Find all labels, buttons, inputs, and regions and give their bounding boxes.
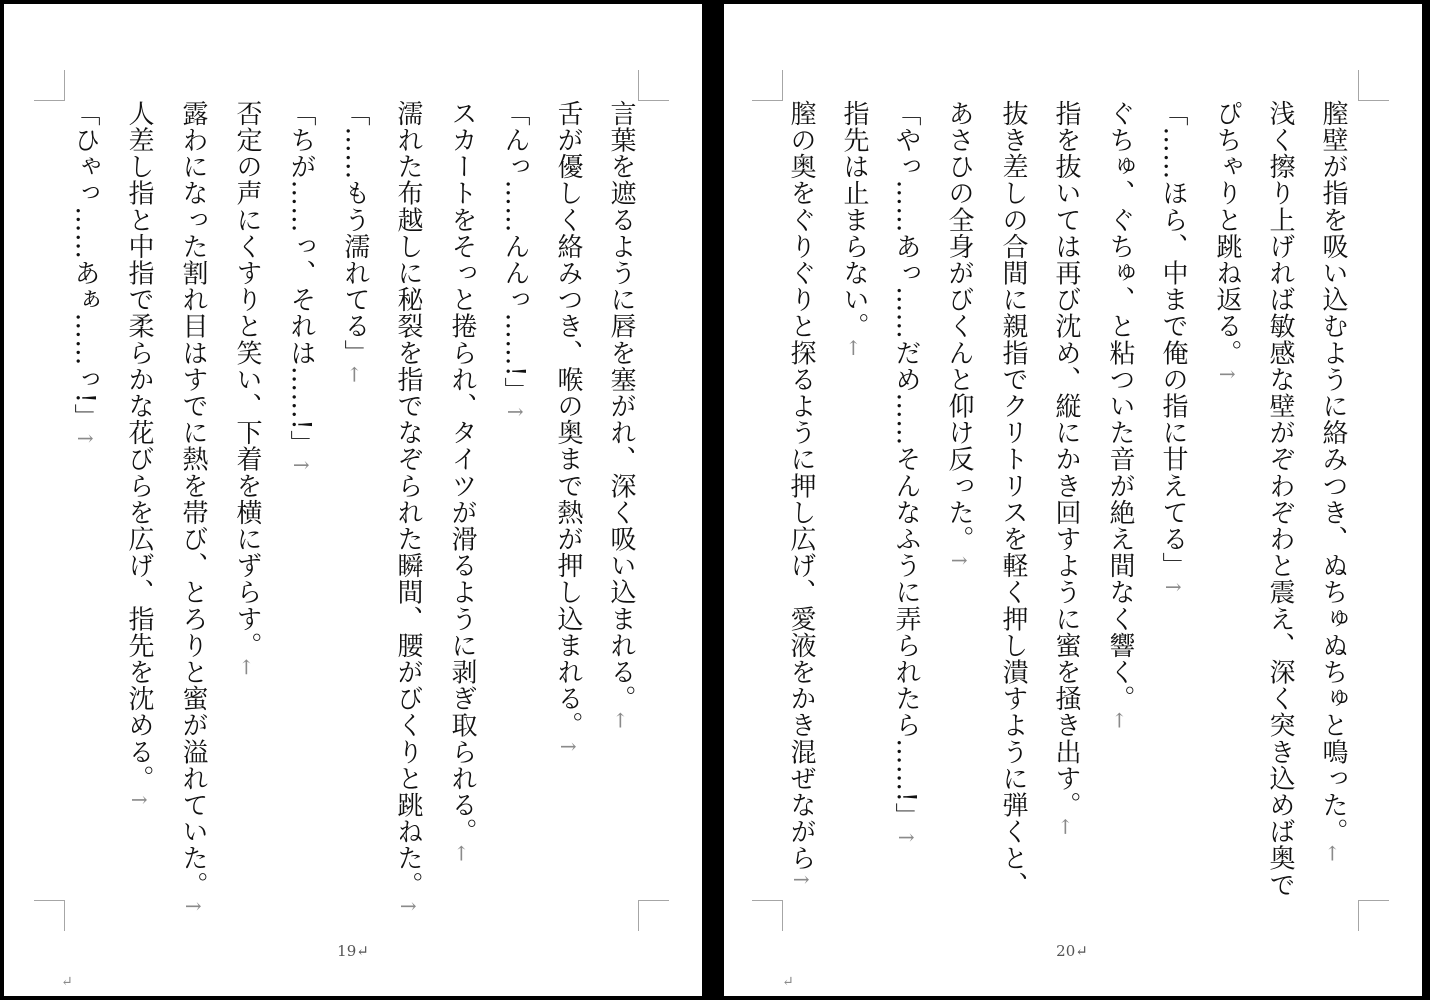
paragraph-mark-icon: ← bbox=[1108, 711, 1132, 730]
margin-corner-top-left bbox=[34, 70, 65, 101]
text-line[interactable]: 濡れた布越しに秘裂を指でなぞられた瞬間、腰がびくりと跳ねた。↑ bbox=[393, 100, 423, 916]
text-line[interactable]: ぐちゅ、ぐちゅ、と粘ついた音が絶え間なく響く。← bbox=[1105, 100, 1135, 730]
text-line[interactable]: 指先は止まらない。← bbox=[839, 100, 869, 357]
end-mark-icon: ↵ bbox=[61, 974, 73, 990]
paragraph-mark-icon: ← bbox=[609, 711, 633, 730]
paragraph-mark-icon: ↑ bbox=[181, 898, 205, 916]
paragraph-mark-icon: ← bbox=[235, 658, 259, 676]
paragraph-mark-icon: ↑ bbox=[127, 791, 151, 809]
paragraph-mark-icon: ↑ bbox=[947, 552, 971, 570]
page-number: 20↵ bbox=[1056, 942, 1088, 960]
text-line[interactable]: 「……ほら、中まで俺の指に甘えてる」↑ bbox=[1158, 100, 1188, 597]
document-page-19 bbox=[4, 4, 702, 996]
text-line[interactable]: 人差し指と中指で柔らかな花びらを広げ、指先を沈める。↑ bbox=[124, 100, 154, 809]
margin-corner-top-left bbox=[752, 70, 783, 101]
text-line[interactable]: 膣壁が指を吸い込むように絡みつき、ぬちゅぬちゅと鳴った。← bbox=[1318, 100, 1348, 863]
paragraph-mark-icon: ← bbox=[1321, 844, 1345, 863]
paragraph-mark-icon: ← bbox=[1054, 818, 1078, 836]
margin-corner-top-right bbox=[1358, 70, 1389, 101]
margin-corner-bottom-right bbox=[1358, 900, 1389, 931]
paragraph-mark-icon: ↑ bbox=[894, 829, 918, 847]
margin-corner-bottom-left bbox=[752, 900, 783, 931]
text-line[interactable]: スカートをそっと捲られ、タイツが滑るように剥ぎ取られる。← bbox=[447, 100, 477, 863]
text-line[interactable]: ぴちゃりと跳ね返る。↑ bbox=[1212, 100, 1242, 384]
paragraph-mark-icon: ← bbox=[842, 339, 866, 357]
document-page-20 bbox=[724, 4, 1422, 996]
paragraph-mark-icon: ← bbox=[343, 366, 367, 384]
margin-corner-bottom-left bbox=[34, 900, 65, 931]
text-line[interactable]: 「やっ……あっ……だめ……そんなふうに弄られたら……!」↑ bbox=[891, 100, 921, 847]
paragraph-mark-icon: ↑ bbox=[503, 403, 527, 422]
text-line[interactable]: 否定の声にくすりと笑い、下着を横にずらす。← bbox=[232, 100, 262, 676]
margin-corner-bottom-right bbox=[638, 900, 669, 931]
text-line[interactable]: 「ひゃっ……あぁ……っ!」↑ bbox=[70, 100, 100, 448]
page-number: 19↵ bbox=[337, 942, 369, 960]
text-line[interactable]: 膣の奥をぐりぐりと探るように押し広げ、愛液をかき混ぜながら↑ bbox=[786, 100, 816, 889]
text-line[interactable]: 露わになった割れ目はすでに熱を帯び、とろりと蜜が溢れていた。↑ bbox=[178, 100, 208, 916]
text-line[interactable]: 舌が優しく絡みつき、喉の奥まで熱が押し込まれる。↑ bbox=[553, 100, 583, 756]
text-line[interactable]: 言葉を遮るように唇を塞がれ、深く吸い込まれる。← bbox=[606, 100, 636, 730]
margin-corner-top-right bbox=[638, 70, 669, 101]
paragraph-mark-icon: ↑ bbox=[396, 898, 420, 916]
paragraph-mark-icon: ↑ bbox=[556, 738, 580, 756]
text-line[interactable]: あさひの全身がびくんと仰け反った。↑ bbox=[944, 100, 974, 570]
paragraph-mark-icon: ↑ bbox=[1215, 366, 1239, 384]
paragraph-mark-icon: ↑ bbox=[789, 871, 813, 889]
paragraph-mark-icon: ↑ bbox=[73, 430, 97, 448]
text-line[interactable]: 浅く擦り上げれば敏感な壁がぞわぞわと震え、深く突き込めば奥で bbox=[1265, 100, 1295, 898]
paragraph-mark-icon: ← bbox=[450, 844, 474, 863]
paragraph-mark-icon: ↑ bbox=[1161, 578, 1185, 597]
end-mark-icon: ↵ bbox=[782, 974, 794, 990]
paragraph-mark-icon: ↑ bbox=[289, 456, 313, 475]
text-line[interactable]: 指を抜いては再び沈め、縦にかき回すように蜜を掻き出す。← bbox=[1051, 100, 1081, 836]
text-line[interactable]: 抜き差しの合間に親指でクリトリスを軽く押し潰すように弾くと、 bbox=[998, 100, 1028, 898]
text-line[interactable]: 「ちが……っ、それは……!」↑ bbox=[286, 100, 316, 475]
text-line[interactable]: 「……もう濡れてる」← bbox=[340, 100, 370, 384]
text-line[interactable]: 「んっ……んんっ……!」↑ bbox=[500, 100, 530, 422]
